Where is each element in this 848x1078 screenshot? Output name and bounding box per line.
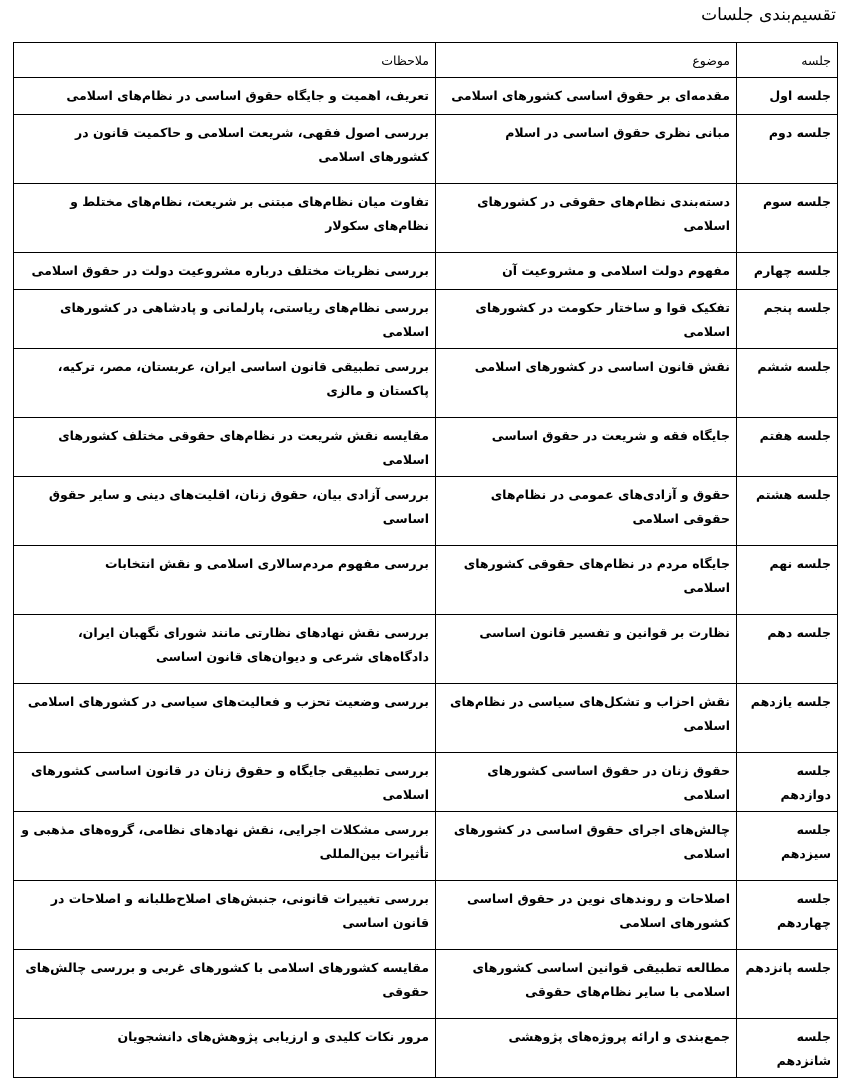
notes-cell: بررسی آزادی بیان، حقوق زنان، اقلیت‌های دینی و سایر حقوق اساسی bbox=[14, 477, 436, 546]
session-cell: جلسه دوم bbox=[737, 115, 838, 184]
session-cell: جلسه سوم bbox=[737, 184, 838, 253]
table-row bbox=[14, 1019, 838, 1078]
session-cell: جلسه دوازدهم bbox=[737, 753, 838, 812]
table-row bbox=[14, 290, 838, 349]
session-cell: جلسه پانزدهم bbox=[737, 950, 838, 1019]
session-cell: جلسه اول bbox=[737, 78, 838, 115]
notes-cell: بررسی نظریات مختلف درباره مشروعیت دولت در حقوق اسلامی bbox=[14, 253, 436, 290]
topic-cell: تفکیک قوا و ساختار حکومت در کشورهای اسلامی bbox=[436, 290, 737, 349]
notes-cell: بررسی نظام‌های ریاستی، پارلمانی و پادشاهی در کشورهای اسلامی bbox=[14, 290, 436, 349]
notes-cell: بررسی مفهوم مردم‌سالاری اسلامی و نقش انتخابات bbox=[14, 546, 436, 615]
notes-cell: مقایسه نقش شریعت در نظام‌های حقوقی مختلف کشورهای اسلامی bbox=[14, 418, 436, 477]
topic-cell: اصلاحات و روندهای نوین در حقوق اساسی کشورهای اسلامی bbox=[436, 881, 737, 950]
table-row bbox=[14, 615, 838, 684]
header-notes: ملاحظات bbox=[14, 43, 436, 78]
topic-cell: مقدمه‌ای بر حقوق اساسی کشورهای اسلامی bbox=[436, 78, 737, 115]
session-cell: جلسه دهم bbox=[737, 615, 838, 684]
session-cell: جلسه هشتم bbox=[737, 477, 838, 546]
table-row bbox=[14, 950, 838, 1019]
table-row bbox=[14, 684, 838, 753]
table-row bbox=[14, 349, 838, 418]
table-row bbox=[14, 115, 838, 184]
notes-cell: بررسی اصول فقهی، شریعت اسلامی و حاکمیت قانون در کشورهای اسلامی bbox=[14, 115, 436, 184]
session-cell: جلسه پنجم bbox=[737, 290, 838, 349]
topic-cell: مبانی نظری حقوق اساسی در اسلام bbox=[436, 115, 737, 184]
table-row bbox=[14, 477, 838, 546]
table-row bbox=[14, 881, 838, 950]
table-row bbox=[14, 184, 838, 253]
topic-cell: چالش‌های اجرای حقوق اساسی در کشورهای اسلامی bbox=[436, 812, 737, 881]
session-cell: جلسه یازدهم bbox=[737, 684, 838, 753]
header-topic: موضوع bbox=[436, 43, 737, 78]
notes-cell: بررسی وضعیت تحزب و فعالیت‌های سیاسی در کشورهای اسلامی bbox=[14, 684, 436, 753]
session-cell: جلسه نهم bbox=[737, 546, 838, 615]
topic-cell: مطالعه تطبیقی قوانین اساسی کشورهای اسلامی با سایر نظام‌های حقوقی bbox=[436, 950, 737, 1019]
session-cell: جلسه شانزدهم bbox=[737, 1019, 838, 1078]
table-row bbox=[14, 812, 838, 881]
table-row bbox=[14, 753, 838, 812]
topic-cell: جایگاه فقه و شریعت در حقوق اساسی bbox=[436, 418, 737, 477]
topic-cell: نقش قانون اساسی در کشورهای اسلامی bbox=[436, 349, 737, 418]
table-row bbox=[14, 418, 838, 477]
session-cell: جلسه چهاردهم bbox=[737, 881, 838, 950]
notes-cell: بررسی تغییرات قانونی، جنبش‌های اصلاح‌طلبانه و اصلاحات در قانون اساسی bbox=[14, 881, 436, 950]
notes-cell: بررسی نقش نهادهای نظارتی مانند شورای نگهبان ایران، دادگاه‌های شرعی و دیوان‌های قانون اساسی bbox=[14, 615, 436, 684]
notes-cell: مقایسه کشورهای اسلامی با کشورهای غربی و بررسی چالش‌های حقوقی bbox=[14, 950, 436, 1019]
topic-cell: حقوق و آزادی‌های عمومی در نظام‌های حقوقی اسلامی bbox=[436, 477, 737, 546]
table-header-row bbox=[14, 43, 838, 78]
notes-cell: تعریف، اهمیت و جایگاه حقوق اساسی در نظام‌های اسلامی bbox=[14, 78, 436, 115]
session-cell: جلسه سیزدهم bbox=[737, 812, 838, 881]
session-cell: جلسه ششم bbox=[737, 349, 838, 418]
notes-cell: بررسی تطبیقی قانون اساسی ایران، عربستان، مصر، ترکیه، پاکستان و مالزی bbox=[14, 349, 436, 418]
topic-cell: مفهوم دولت اسلامی و مشروعیت آن bbox=[436, 253, 737, 290]
sessions-table bbox=[13, 42, 838, 1078]
session-cell: جلسه چهارم bbox=[737, 253, 838, 290]
session-cell: جلسه هفتم bbox=[737, 418, 838, 477]
header-session: جلسه bbox=[737, 43, 838, 78]
notes-cell: تفاوت میان نظام‌های مبتنی بر شریعت، نظام‌های مختلط و نظام‌های سکولار bbox=[14, 184, 436, 253]
topic-cell: جایگاه مردم در نظام‌های حقوقی کشورهای اسلامی bbox=[436, 546, 737, 615]
table-row bbox=[14, 253, 838, 290]
table-row bbox=[14, 78, 838, 115]
table-row bbox=[14, 546, 838, 615]
notes-cell: مرور نکات کلیدی و ارزیابی پژوهش‌های دانشجویان bbox=[14, 1019, 436, 1078]
topic-cell: جمع‌بندی و ارائه پروژه‌های پژوهشی bbox=[436, 1019, 737, 1078]
topic-cell: نقش احزاب و تشکل‌های سیاسی در نظام‌های اسلامی bbox=[436, 684, 737, 753]
topic-cell: دسته‌بندی نظام‌های حقوقی در کشورهای اسلامی bbox=[436, 184, 737, 253]
page-title: تقسیم‌بندی جلسات bbox=[701, 5, 836, 25]
topic-cell: نظارت بر قوانین و تفسیر قانون اساسی bbox=[436, 615, 737, 684]
topic-cell: حقوق زنان در حقوق اساسی کشورهای اسلامی bbox=[436, 753, 737, 812]
notes-cell: بررسی مشکلات اجرایی، نقش نهادهای نظامی، گروه‌های مذهبی و تأثیرات بین‌المللی bbox=[14, 812, 436, 881]
notes-cell: بررسی تطبیقی جایگاه و حقوق زنان در قانون اساسی کشورهای اسلامی bbox=[14, 753, 436, 812]
